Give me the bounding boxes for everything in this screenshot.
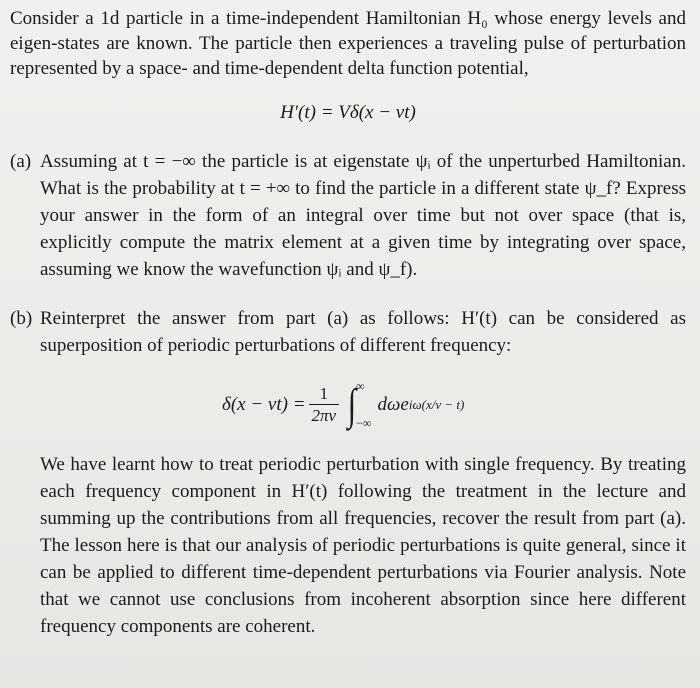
hamiltonian-equation-text: H′(t) = Vδ(x − vt) (280, 102, 416, 123)
integrand: dωe (377, 394, 409, 415)
fourier-fraction (309, 384, 340, 427)
integral-lower-limit: −∞ (356, 416, 372, 430)
integral-upper-limit: ∞ (356, 379, 365, 393)
fraction-denominator: 2πv (309, 404, 340, 427)
integral-limits (356, 379, 371, 431)
integrand-exponent: iω(x/v − t) (408, 397, 465, 412)
part-a-text: Assuming at t = −∞ the particle is at eigenstate ψᵢ of the unperturbed Hamiltonian. What is the probability at t = +∞ to find the particle in a different state ψ_f? Express your answer in the form of an integral over time but not over space (that is, explicitly compute the matrix element at a given time by integrating over space, assuming we know the wavefunction ψᵢ and ψ_f). (40, 151, 686, 280)
part-b-text: Reinterpret the answer from part (a) as follows: H′(t) can be considered as superposition of periodic perturbations of different frequency: (40, 308, 686, 356)
hamiltonian-equation (10, 98, 686, 128)
part-b (10, 305, 686, 359)
part-a (10, 148, 686, 283)
integral-sign-icon: ∫ (347, 380, 357, 429)
part-a-label: (a) (10, 151, 32, 172)
integral (346, 379, 371, 431)
fraction-numerator: 1 (319, 383, 329, 403)
fourier-equation-lhs: δ(x − vt) = (222, 394, 306, 415)
part-b-label: (b) (10, 308, 33, 329)
intro-paragraph: Consider a 1d particle in a time-independent Hamiltonian H₀ whose energy levels and eigen-states are known. The particle then experiences a traveling pulse of perturbation represented by a space- and time-dependent delta function potential, (10, 8, 686, 79)
fourier-equation (10, 371, 686, 439)
part-b-paragraph-2: We have learnt how to treat periodic perturbation with single frequency. By treating each frequency component in H′(t) following the treatment in the lecture and summing up the contributions from all frequencies, recover the result from part (a). The lesson here is that our analysis of periodic perturbations is quite general, since it can be applied to different time-dependent perturbations via Fourier analysis. Note that we cannot use conclusions from incoherent absorption since here different frequency components are coherent. (40, 454, 686, 637)
